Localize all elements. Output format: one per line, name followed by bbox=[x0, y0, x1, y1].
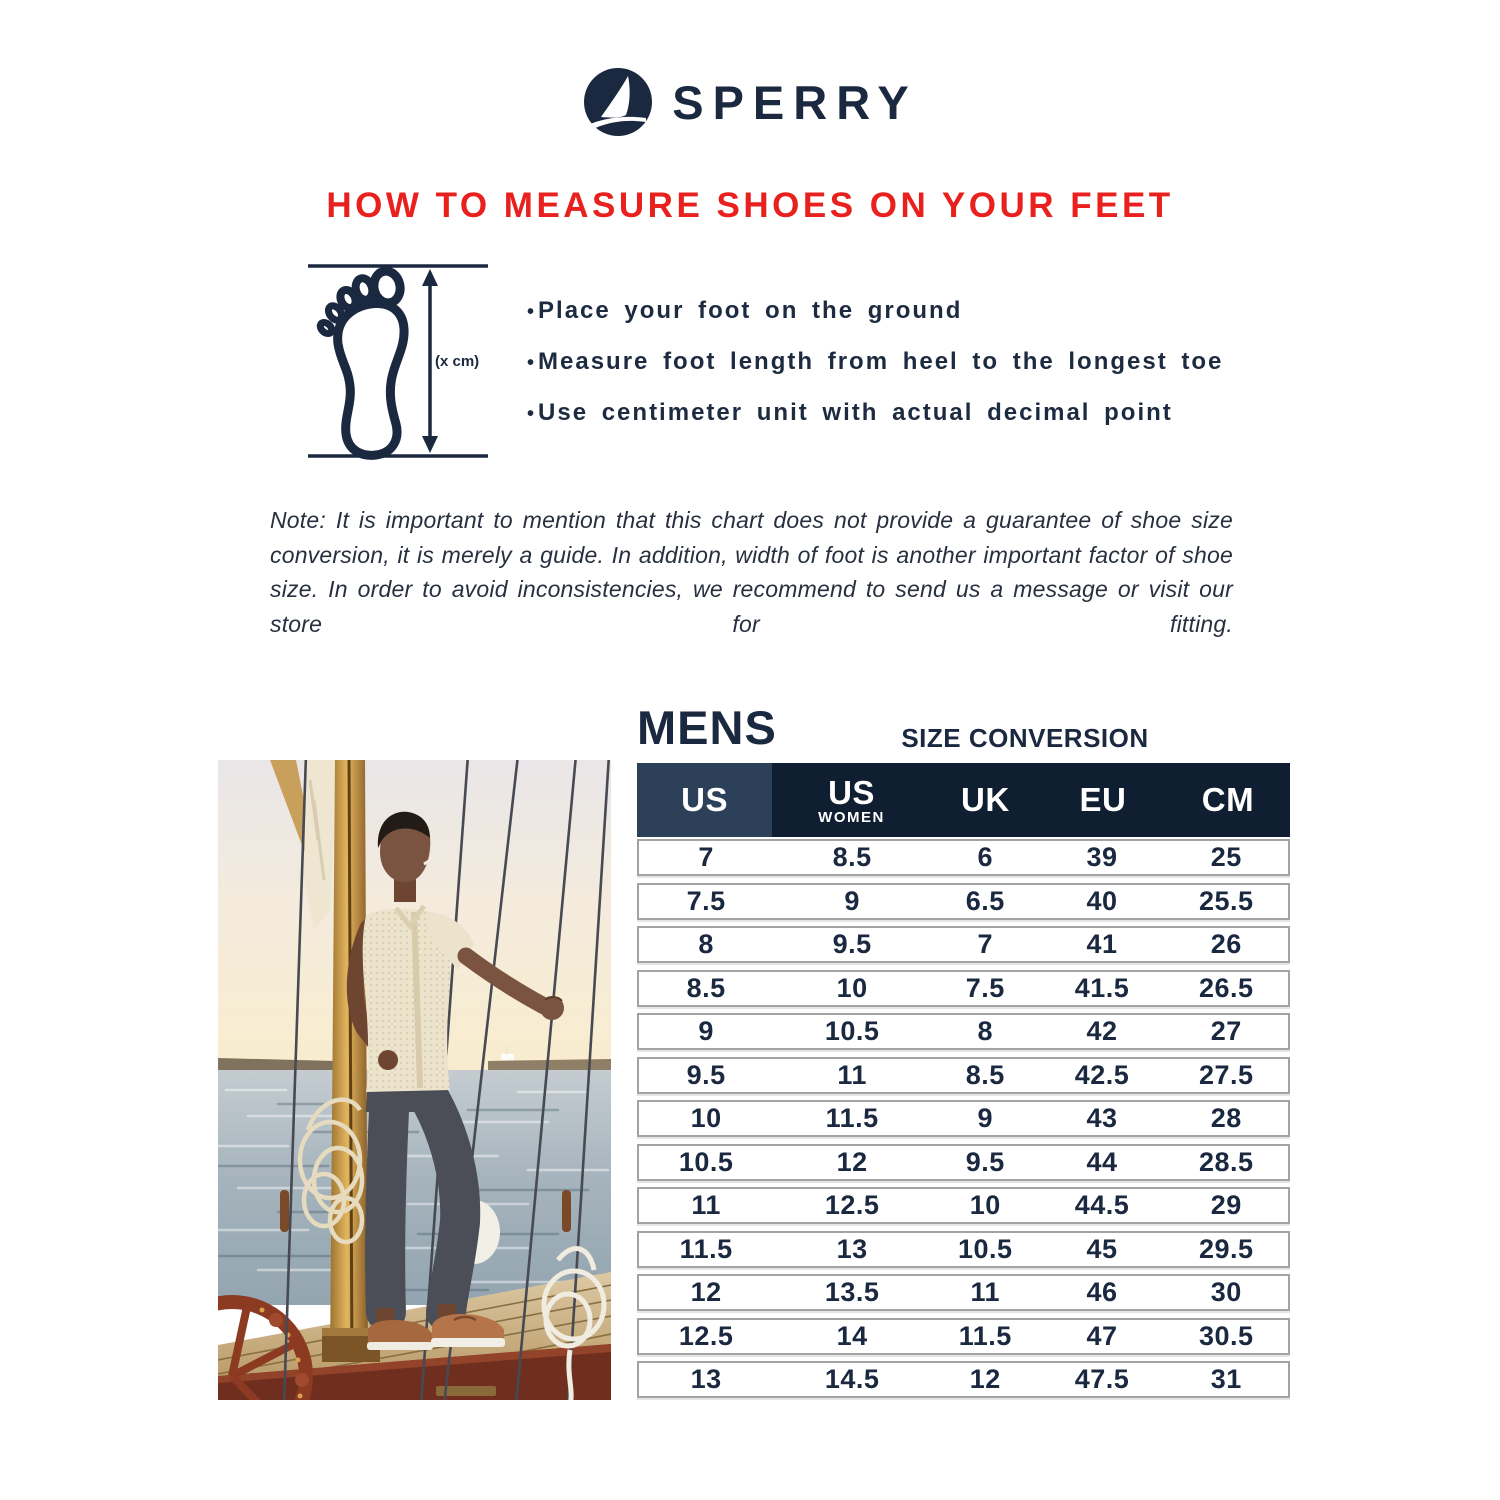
size-cell: 9 bbox=[698, 1016, 714, 1046]
size-cell: 11.5 bbox=[958, 1320, 1012, 1351]
size-cell: 44.5 bbox=[1074, 1190, 1130, 1220]
size-conversion-table bbox=[637, 763, 1290, 1398]
size-cell: 12.5 bbox=[678, 1320, 734, 1351]
size-cell: 9 bbox=[844, 885, 860, 916]
size-cell: 47.5 bbox=[1074, 1364, 1130, 1394]
size-cell: 43 bbox=[1086, 1103, 1118, 1133]
measure-instruction bbox=[527, 399, 1237, 427]
brand-name: SPERRY bbox=[672, 75, 918, 129]
sailboat-icon bbox=[582, 66, 654, 138]
size-cell: 7 bbox=[698, 842, 714, 872]
measure-instruction bbox=[527, 297, 1237, 325]
size-cell: 25 bbox=[1210, 842, 1242, 872]
size-cell: 9 bbox=[977, 1103, 993, 1133]
size-cell: 7.5 bbox=[686, 885, 726, 916]
size-conversion-heading: SIZE CONVERSION bbox=[901, 723, 1149, 753]
size-cell: 28 bbox=[1210, 1103, 1242, 1133]
column-header-label: UK bbox=[961, 781, 1010, 818]
table-row bbox=[637, 1231, 1290, 1268]
size-cell: 8.5 bbox=[965, 1059, 1005, 1090]
table-row bbox=[637, 1057, 1290, 1094]
size-cell: 10 bbox=[969, 1190, 1001, 1220]
size-cell: 14 bbox=[836, 1320, 868, 1351]
size-cell: 9.5 bbox=[965, 1146, 1005, 1177]
size-cell: 6 bbox=[977, 842, 993, 872]
bullet-dot: • bbox=[527, 403, 537, 425]
size-cell: 8 bbox=[977, 1016, 993, 1046]
size-cell: 39 bbox=[1086, 842, 1118, 872]
size-cell: 26.5 bbox=[1199, 972, 1254, 1003]
column-header bbox=[1040, 763, 1166, 837]
size-cell: 31 bbox=[1210, 1364, 1242, 1394]
size-cell: 29 bbox=[1210, 1190, 1242, 1220]
size-cell: 41.5 bbox=[1074, 972, 1130, 1003]
size-cell: 12 bbox=[836, 1146, 868, 1177]
table-row bbox=[637, 970, 1290, 1007]
measure-instruction bbox=[527, 348, 1237, 376]
size-cell: 30.5 bbox=[1199, 1320, 1254, 1351]
size-cell: 11 bbox=[691, 1190, 721, 1220]
size-cell: 47 bbox=[1086, 1320, 1118, 1351]
table-row bbox=[637, 1100, 1290, 1137]
size-cell: 7 bbox=[977, 929, 993, 959]
size-cell: 13 bbox=[690, 1364, 722, 1394]
size-cell: 13.5 bbox=[824, 1277, 880, 1307]
size-cell: 13 bbox=[836, 1233, 868, 1264]
arrow-length-label: (x cm) bbox=[435, 353, 480, 370]
table-row bbox=[637, 839, 1290, 876]
bullet-dot: • bbox=[527, 352, 537, 374]
size-cell: 30 bbox=[1210, 1277, 1242, 1307]
column-header-sublabel: WOMEN bbox=[818, 809, 885, 826]
size-cell: 10 bbox=[836, 972, 868, 1003]
disclaimer-note: Note: It is important to mention that this chart does not provide a guarantee of shoe size conversion, it is merely a guide. In addition, width of foot is another important factor of shoe size. In order to avoid inconsistencies, we recommend to send us a message or visit our store for fitting. bbox=[270, 507, 1233, 637]
size-cell: 12 bbox=[690, 1277, 722, 1307]
size-cell: 10.5 bbox=[678, 1146, 734, 1177]
size-cell: 46 bbox=[1086, 1277, 1118, 1307]
size-cell: 11.5 bbox=[679, 1233, 733, 1264]
size-cell: 45 bbox=[1086, 1233, 1118, 1264]
column-header bbox=[1166, 763, 1290, 837]
size-cell: 11.5 bbox=[825, 1103, 879, 1133]
size-cell: 40 bbox=[1086, 885, 1118, 916]
size-cell: 10 bbox=[690, 1103, 722, 1133]
size-cell: 8.5 bbox=[686, 972, 726, 1003]
size-cell: 25.5 bbox=[1199, 885, 1254, 916]
size-cell: 14.5 bbox=[824, 1364, 880, 1394]
size-cell: 44 bbox=[1086, 1146, 1118, 1177]
foot-measurement-diagram bbox=[308, 258, 492, 464]
footprint-icon bbox=[318, 269, 404, 456]
size-cell: 42.5 bbox=[1074, 1059, 1130, 1090]
size-cell: 10.5 bbox=[824, 1016, 880, 1046]
table-row bbox=[637, 1013, 1290, 1050]
measure-instruction-text: Measure foot length from heel to the longest toe bbox=[538, 348, 1224, 375]
size-cell: 28.5 bbox=[1199, 1146, 1254, 1177]
table-row bbox=[637, 1274, 1290, 1311]
size-cell: 8.5 bbox=[832, 842, 872, 872]
table-row bbox=[637, 926, 1290, 963]
measure-instruction-text: Use centimeter unit with actual decimal point bbox=[538, 399, 1173, 426]
size-cell: 6.5 bbox=[965, 885, 1005, 916]
measure-instruction-text: Place your foot on the ground bbox=[538, 297, 963, 324]
brand-logo bbox=[0, 66, 1500, 138]
size-cell: 11 bbox=[970, 1277, 1000, 1307]
table-row bbox=[637, 1144, 1290, 1181]
size-cell: 42 bbox=[1086, 1016, 1118, 1046]
column-header-label: EU bbox=[1079, 781, 1127, 818]
size-cell: 27.5 bbox=[1199, 1059, 1254, 1090]
table-row bbox=[637, 1187, 1290, 1224]
table-row bbox=[637, 1361, 1290, 1398]
bullet-dot: • bbox=[527, 301, 537, 323]
measure-instructions bbox=[527, 297, 1237, 450]
size-cell: 29.5 bbox=[1199, 1233, 1254, 1264]
size-cell: 7.5 bbox=[965, 972, 1005, 1003]
page-title: HOW TO MEASURE SHOES ON YOUR FEET bbox=[326, 186, 1174, 225]
size-cell: 10.5 bbox=[957, 1233, 1013, 1264]
size-cell: 11 bbox=[837, 1059, 867, 1090]
size-cell: 9.5 bbox=[832, 929, 872, 959]
sailboat-photo bbox=[218, 760, 611, 1400]
table-row bbox=[637, 883, 1290, 920]
size-cell: 26 bbox=[1210, 929, 1242, 959]
size-cell: 9.5 bbox=[686, 1059, 726, 1090]
column-header bbox=[772, 763, 931, 837]
table-row bbox=[637, 1318, 1290, 1355]
size-cell: 8 bbox=[698, 929, 714, 959]
column-header-label: US bbox=[828, 774, 875, 811]
size-cell: 27 bbox=[1210, 1016, 1242, 1046]
column-header bbox=[931, 763, 1040, 837]
size-cell: 41 bbox=[1086, 929, 1118, 959]
gender-heading: MENS bbox=[637, 701, 777, 754]
column-header-label: US bbox=[681, 781, 728, 818]
size-table-header bbox=[637, 763, 1290, 837]
column-header-label: CM bbox=[1201, 781, 1255, 818]
size-cell: 12.5 bbox=[824, 1190, 880, 1220]
column-header bbox=[637, 763, 772, 837]
size-table-body bbox=[637, 839, 1290, 1398]
size-cell: 12 bbox=[969, 1364, 1001, 1394]
